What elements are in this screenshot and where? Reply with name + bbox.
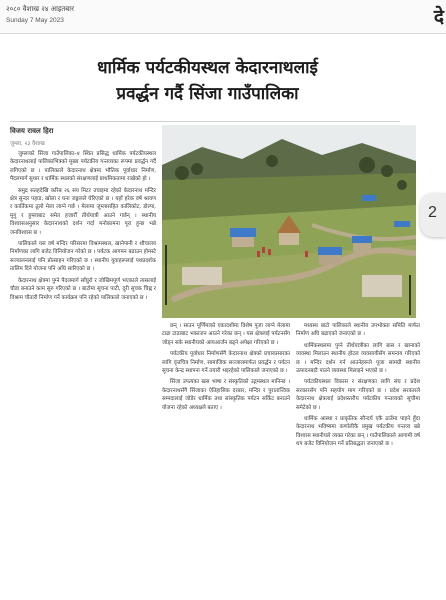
paragraph: जुम्लाको सिंजा गाउँपालिका–४ स्थित प्रसिद्ध धार्मिक पर्यटकीयस्थल केदारनाथलाई पालिकाभित्रको मुख्य पर्यटकीय गन्तव्यका रूपमा प्रवर्द्धन गर्दै लगिएको छ । पालिकाले केदारनाथ क्षेत्रमा भौतिक पूर्वाधार निर्माण, पैदलमार्ग सुधार र धार्मिक स्थलको संरक्षणलाई प्राथमिकतामा राखेको हो । <box>10 151 156 183</box>
article-column-1 <box>10 150 156 595</box>
issue-date-english: Sunday 7 May 2023 <box>6 17 64 24</box>
article-dateline: जुम्ला, २३ वैशाख <box>10 141 45 147</box>
article-byline: विजय रावल हिरा <box>10 127 54 135</box>
headline-line-2: प्रवर्द्धन गर्दै सिंजा गाउँपालिका <box>116 84 299 104</box>
article-column-3 <box>296 322 420 595</box>
article-photo <box>162 125 416 318</box>
paragraph: समुद्र सतहदेखि करिब २६ सय मिटर उचाइमा रहेको केदारनाथ मन्दिर क्षेत्र सुन्दर पहाड, खोला र घना जङ्गलले घेरिएको छ । यहाँ हरेक वर्ष श्रावण र कार्तिकमा ठूलो मेला लाग्ने गर्छ । मेलामा जुम्लासहित कालिकोट, डोल्पा, मुगु र हुम्लाबाट समेत हजारौँ तीर्थयात्री आउने गर्छन् । स्थानीय विश्वासअनुसार केदारनाथको दर्शन गर्दा मनोकामना पूरा हुन्छ भन्ने जनविश्वास छ । <box>10 187 156 236</box>
page-indicator-tab[interactable] <box>420 193 446 237</box>
paragraph: केदारनाथ क्षेत्रमा पुग्ने पैदलमार्ग साँघुरो र जोखिमपूर्ण भएकाले त्यसलाई चौडा बनाउने काम सुरु गरिएको छ । बाटोमा सूचना पाटी, दूरी सूचक चिह्न र विश्राम चौतारी निर्माण गर्ने कार्यक्रम पनि रहेको पालिकाले जनाएको छ । <box>10 277 156 301</box>
page-number: 2 <box>428 204 437 221</box>
headline-divider <box>10 121 400 122</box>
paragraph: धार्मिक आस्था र प्राकृतिक सौन्दर्य एकै ठाउँमा पाइने हुँदा केदारनाथ भविष्यमा कर्णालीकै प्रमुख पर्यटकीय गन्तव्य बन्ने विश्वास स्थानीयले व्यक्त गरेका छन् । गाउँपालिकाले आगामी वर्ष थप बजेट विनियोजन गर्ने प्रतिबद्धता जनाएको छ । <box>296 416 420 448</box>
temple-landscape-illustration <box>162 125 416 318</box>
headline-line-1: धार्मिक पर्यटकीयस्थल केदारनाथलाई <box>97 58 318 78</box>
paragraph: पालिकाले यस वर्ष मन्दिर परिसरमा विश्रामस्थल, खानेपानी र शौचालय निर्माणका लागि बजेट विनियोजन गरेको छ । पर्यटक आगमन बढाउन होमस्टे सञ्चालनलाई पनि प्रोत्साहन गरिएको छ । स्थानीय युवाहरूलाई पथप्रदर्शक तालिम दिने योजना पनि अघि सारिएको छ । <box>10 241 156 273</box>
paragraph: सिंजा उपत्यका खस भाषा र संस्कृतिको उद्गमस्थल मानिन्छ । केदारनाथसँगै सिंजाका ऐतिहासिक दरबार, मन्दिर र पुरातात्त्विक सम्पदालाई जोडेर धार्मिक तथा सांस्कृतिक पर्यटन सर्किट बनाउने योजना रहेको अध्यक्षले बताए । <box>162 379 290 411</box>
paragraph: छन् । साउन पूर्णिमाको एकादशीमा विशेष पूजा लाग्ने मेलामा टाढा टाढाबाट भक्तजन आउने गरेका छन् । यस क्षेत्रलाई पर्यटनसँग जोड्न सके स्थानीयको आयआर्जन बढ्ने अपेक्षा गरिएको छ । <box>162 323 290 346</box>
paragraph: पर्यटकीय पूर्वाधार निर्माणसँगै केदारनाथ क्षेत्रको प्रचारप्रसारका लागि वृत्तचित्र निर्माण, सामाजिक सञ्जालमार्फत प्रवर्द्धन र पर्यटन सूचना केन्द्र स्थापना गर्ने तयारी भइरहेको पालिकाले जनाएको छ । <box>162 351 290 375</box>
article-headline <box>10 55 405 107</box>
paragraph: पर्यटकीयस्थल विकास र संरक्षणका लागि संघ र प्रदेश सरकारसँग पनि सहयोग माग गरिएको छ । प्रदेश सरकारले केदारनाथ क्षेत्रलाई प्रदेशस्तरीय पर्यटकीय गन्तव्यको सूचीमा समेटेको छ । <box>296 379 420 411</box>
paragraph: मध्यस्थ बाटो पालिकाले स्थानीय उपभोक्ता समिति मार्फत निर्माण अघि बढाएको जनाएको छ । <box>296 323 420 338</box>
paragraph: धार्मिकस्थलमा पुग्ने तीर्थयात्रीका लागि बास र खानाको व्यवस्था मिलाउन स्थानीय होटल व्यवसायीसँग समन्वय गरिएको छ । मन्दिर दर्शन गर्न आउनेहरूले पूजा सामग्री स्थानीय उत्पादनबाटै पाउने व्यवस्था मिलाइने भएको छ । <box>296 342 420 375</box>
masthead <box>0 0 446 34</box>
issue-date-nepali: २०८० वैशाख २४ आइतबार <box>6 5 74 13</box>
article-column-2 <box>162 322 290 595</box>
newspaper-logo: दे <box>433 6 444 28</box>
